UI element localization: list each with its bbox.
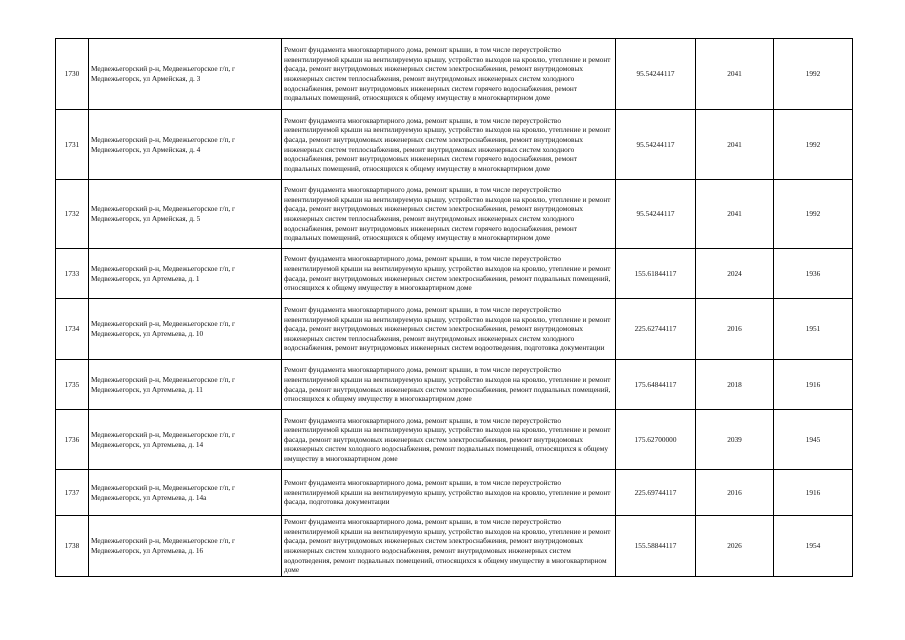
table-row <box>56 516 853 577</box>
cost-cell: 95.54244117 <box>616 110 696 180</box>
works-cell: Ремонт фундамента многоквартирного дома, ремонт крыши, в том числе переустройство невентилируемой крыши на вентилируемую крышу, устройство выходов на кровлю, утепление и ремонт фасада, ремонт внутридомовых инженерных систем электроснабжения, ремонт внутридомовых инженерных систем холодного водоснабжения, ремонт подвальных помещений, относящихся к общему имуществу в многоквартирном доме <box>282 410 616 470</box>
build-year-cell: 1916 <box>774 360 853 410</box>
works-cell: Ремонт фундамента многоквартирного дома, ремонт крыши, в том числе переустройство невентилируемой крыши на вентилируемую крышу, устройство выходов на кровлю, утепление и ремонт фасада, ремонт внутридомовых инженерных систем электроснабжения, ремонт внутридомовых инженерных систем холодного водоснабжения, ремонт внутридомовых инженерных систем водоотведения, ремонт подвальных помещений, относящихся к общему имуществу в многоквартирном доме <box>282 516 616 577</box>
address-cell: Медвежьегорский р-н, Медвежьегорское г/п, г Медвежьегорск, ул Артемьева, д. 16 <box>89 516 282 577</box>
build-year-cell: 1916 <box>774 470 853 516</box>
address-cell: Медвежьегорский р-н, Медвежьегорское г/п, г Медвежьегорск, ул Артемьева, д. 11 <box>89 360 282 410</box>
works-cell: Ремонт фундамента многоквартирного дома, ремонт крыши, в том числе переустройство невентилируемой крыши на вентилируемую крышу, устройство выходов на кровлю, утепление и ремонт фасада, ремонт внутридомовых инженерных систем электроснабжения, ремонт внутридомовых инженерных систем теплоснабжения, ремонт внутридомовых инженерных систем холодного водоснабжения, ремонт внутридомовых инженерных систем водоотведения, подготовка документации <box>282 299 616 360</box>
works-cell: Ремонт фундамента многоквартирного дома, ремонт крыши, в том числе переустройство невентилируемой крыши на вентилируемую крышу, устройство выходов на кровлю, утепление и ремонт фасада, ремонт внутридомовых инженерных систем электроснабжения, ремонт внутридомовых инженерных систем теплоснабжения, ремонт внутридомовых инженерных систем холодного водоснабжения, ремонт внутридомовых инженерных систем горячего водоснабжения, ремонт подвальных помещений, относящихся к общему имуществу в многоквартирном доме <box>282 110 616 180</box>
registry-table <box>55 38 853 577</box>
row-number: 1732 <box>56 180 89 249</box>
address-cell: Медвежьегорский р-н, Медвежьегорское г/п, г Медвежьегорск, ул Артемьева, д. 10 <box>89 299 282 360</box>
cost-cell: 95.54244117 <box>616 39 696 110</box>
address-cell: Медвежьегорский р-н, Медвежьегорское г/п, г Медвежьегорск, ул Армейская, д. 3 <box>89 39 282 110</box>
row-number: 1737 <box>56 470 89 516</box>
repair-year-cell: 2016 <box>696 470 774 516</box>
cost-cell: 225.62744117 <box>616 299 696 360</box>
cost-cell: 175.64844117 <box>616 360 696 410</box>
repair-year-cell: 2024 <box>696 249 774 299</box>
repair-year-cell: 2041 <box>696 180 774 249</box>
repair-year-cell: 2039 <box>696 410 774 470</box>
table-row <box>56 470 853 516</box>
build-year-cell: 1992 <box>774 180 853 249</box>
cost-cell: 155.58844117 <box>616 516 696 577</box>
cost-cell: 175.62700000 <box>616 410 696 470</box>
address-cell: Медвежьегорский р-н, Медвежьегорское г/п, г Медвежьегорск, ул Артемьева, д. 14а <box>89 470 282 516</box>
address-cell: Медвежьегорский р-н, Медвежьегорское г/п, г Медвежьегорск, ул Армейская, д. 5 <box>89 180 282 249</box>
works-cell: Ремонт фундамента многоквартирного дома, ремонт крыши, в том числе переустройство невентилируемой крыши на вентилируемую крышу, устройство выходов на кровлю, утепление и ремонт фасада, ремонт внутридомовых инженерных систем электроснабжения, ремонт подвальных помещений, относящихся к общему имуществу в многоквартирном доме <box>282 249 616 299</box>
repair-year-cell: 2016 <box>696 299 774 360</box>
row-number: 1738 <box>56 516 89 577</box>
row-number: 1730 <box>56 39 89 110</box>
repair-year-cell: 2041 <box>696 110 774 180</box>
table-row <box>56 360 853 410</box>
cost-cell: 95.54244117 <box>616 180 696 249</box>
cost-cell: 155.61844117 <box>616 249 696 299</box>
row-number: 1736 <box>56 410 89 470</box>
table-row <box>56 39 853 110</box>
works-cell: Ремонт фундамента многоквартирного дома, ремонт крыши, в том числе переустройство невентилируемой крыши на вентилируемую крышу, устройство выходов на кровлю, утепление и ремонт фасада, подготовка документации <box>282 470 616 516</box>
build-year-cell: 1992 <box>774 39 853 110</box>
cost-cell: 225.69744117 <box>616 470 696 516</box>
build-year-cell: 1936 <box>774 249 853 299</box>
row-number: 1733 <box>56 249 89 299</box>
row-number: 1731 <box>56 110 89 180</box>
works-cell: Ремонт фундамента многоквартирного дома, ремонт крыши, в том числе переустройство невентилируемой крыши на вентилируемую крышу, устройство выходов на кровлю, утепление и ремонт фасада, ремонт внутридомовых инженерных систем электроснабжения, ремонт внутридомовых инженерных систем теплоснабжения, ремонт внутридомовых инженерных систем холодного водоснабжения, ремонт внутридомовых инженерных систем горячего водоснабжения, ремонт подвальных помещений, относящихся к общему имуществу в многоквартирном доме <box>282 180 616 249</box>
repair-year-cell: 2041 <box>696 39 774 110</box>
row-number: 1734 <box>56 299 89 360</box>
address-cell: Медвежьегорский р-н, Медвежьегорское г/п, г Медвежьегорск, ул Артемьева, д. 14 <box>89 410 282 470</box>
row-number: 1735 <box>56 360 89 410</box>
repair-year-cell: 2026 <box>696 516 774 577</box>
build-year-cell: 1945 <box>774 410 853 470</box>
table-row <box>56 180 853 249</box>
build-year-cell: 1992 <box>774 110 853 180</box>
table-row <box>56 299 853 360</box>
works-cell: Ремонт фундамента многоквартирного дома, ремонт крыши, в том числе переустройство невентилируемой крыши на вентилируемую крышу, устройство выходов на кровлю, утепление и ремонт фасада, ремонт внутридомовых инженерных систем электроснабжения, ремонт внутридомовых инженерных систем теплоснабжения, ремонт внутридомовых инженерных систем холодного водоснабжения, ремонт внутридомовых инженерных систем горячего водоснабжения, ремонт подвальных помещений, относящихся к общему имуществу в многоквартирном доме <box>282 39 616 110</box>
address-cell: Медвежьегорский р-н, Медвежьегорское г/п, г Медвежьегорск, ул Армейская, д. 4 <box>89 110 282 180</box>
table-row <box>56 410 853 470</box>
build-year-cell: 1954 <box>774 516 853 577</box>
works-cell: Ремонт фундамента многоквартирного дома, ремонт крыши, в том числе переустройство невентилируемой крыши на вентилируемую крышу, устройство выходов на кровлю, утепление и ремонт фасада, ремонт внутридомовых инженерных систем электроснабжения, ремонт подвальных помещений, относящихся к общему имуществу в многоквартирном доме <box>282 360 616 410</box>
table-row <box>56 110 853 180</box>
table-row <box>56 249 853 299</box>
repair-year-cell: 2018 <box>696 360 774 410</box>
address-cell: Медвежьегорский р-н, Медвежьегорское г/п, г Медвежьегорск, ул Артемьева, д. 1 <box>89 249 282 299</box>
build-year-cell: 1951 <box>774 299 853 360</box>
